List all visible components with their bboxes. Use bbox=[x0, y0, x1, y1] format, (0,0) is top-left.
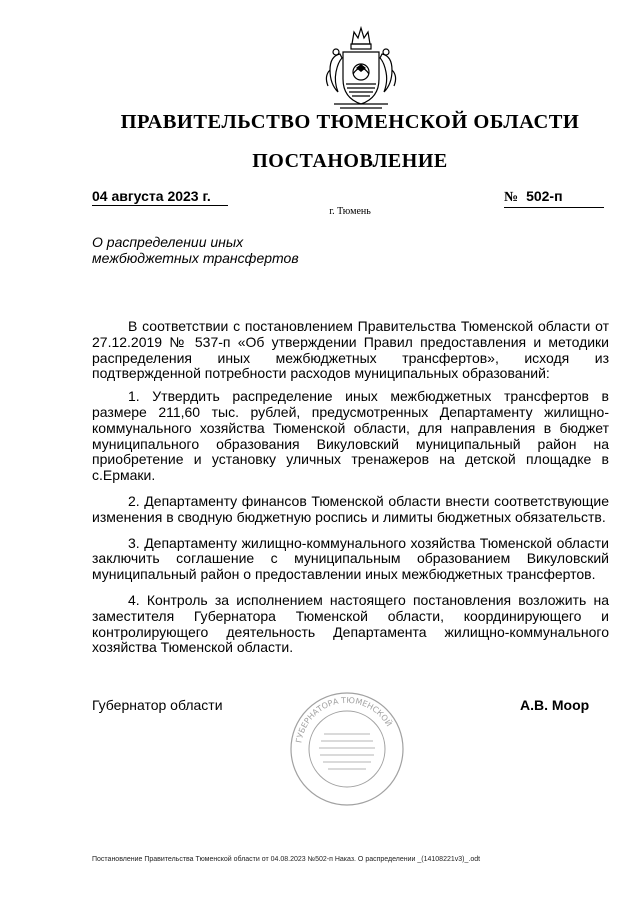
document-city: г. Тюмень bbox=[329, 206, 371, 217]
document-type-title: ПОСТАНОВЛЕНИЕ bbox=[252, 150, 448, 172]
document-date: 04 августа 2023 г. bbox=[92, 188, 228, 206]
seal-ring-text: ГУБЕРНАТОРА ТЮМЕНСКОЙ bbox=[294, 695, 394, 744]
subject-line-2: межбюджетных трансфертов bbox=[92, 250, 299, 266]
body-item-4: 4. Контроль за исполнением настоящего постановления возложить на заместителя Губернатора Тюменской области, координирующего и контролирующего деятельность Департамента жилищно-коммунального хозяйства Тюменской области. bbox=[92, 591, 609, 656]
body-item-1: 1. Утвердить распределение иных межбюджетных трансфертов в размере 211,60 тыс. рублей, предусмотренных Департаменту жилищно-коммунального хозяйства Тюменской области, для направления в бюджет муниципального образования Викуловский муниципальный район на приобретение и установку уличных тренажеров на детской площадке в с.Ермаки. bbox=[92, 388, 609, 484]
signatory-role: Губернатор области bbox=[92, 697, 223, 713]
body-item-3: 3. Департаменту жилищно-коммунального хозяйства Тюменской области заключить соглашение с муниципальным образованием Викуловский муниципальный район о предоставлении иных межбюджетных трансфертов. bbox=[92, 534, 609, 583]
footer-file-reference: Постановление Правительства Тюменской области от 04.08.2023 №502-п Наказ. О распределении _(14108221v3)_.odt bbox=[92, 856, 481, 863]
document-number bbox=[504, 188, 604, 208]
svg-text:ГУБЕРНАТОРА ТЮМЕНСКОЙ bbox=[294, 696, 395, 744]
body-intro-paragraph: В соответствии с постановлением Правительства Тюменской области от 27.12.2019 № 537-п «Об утверждении Правил предоставления и методики распределения иных межбюджетных трансфертов», исходя из подтвержденной потребности расходов муниципальных образований: bbox=[92, 318, 609, 382]
signatory-name: А.В. Моор bbox=[520, 697, 590, 713]
number-sign: № bbox=[504, 190, 519, 205]
document-subject bbox=[92, 234, 332, 266]
subject-line-1: О распределении иных bbox=[92, 234, 244, 250]
document-number-value: 502-п bbox=[526, 188, 563, 204]
document-body bbox=[92, 319, 609, 666]
coat-of-arms-icon bbox=[316, 24, 406, 112]
official-seal-icon bbox=[288, 690, 406, 808]
body-item-2: 2. Департаменту финансов Тюменской области внести соответствующие изменения в сводную бюджетную роспись и лимиты бюджетных обязательств. bbox=[92, 492, 609, 525]
organization-title: ПРАВИТЕЛЬСТВО ТЮМЕНСКОЙ ОБЛАСТИ bbox=[120, 111, 580, 133]
